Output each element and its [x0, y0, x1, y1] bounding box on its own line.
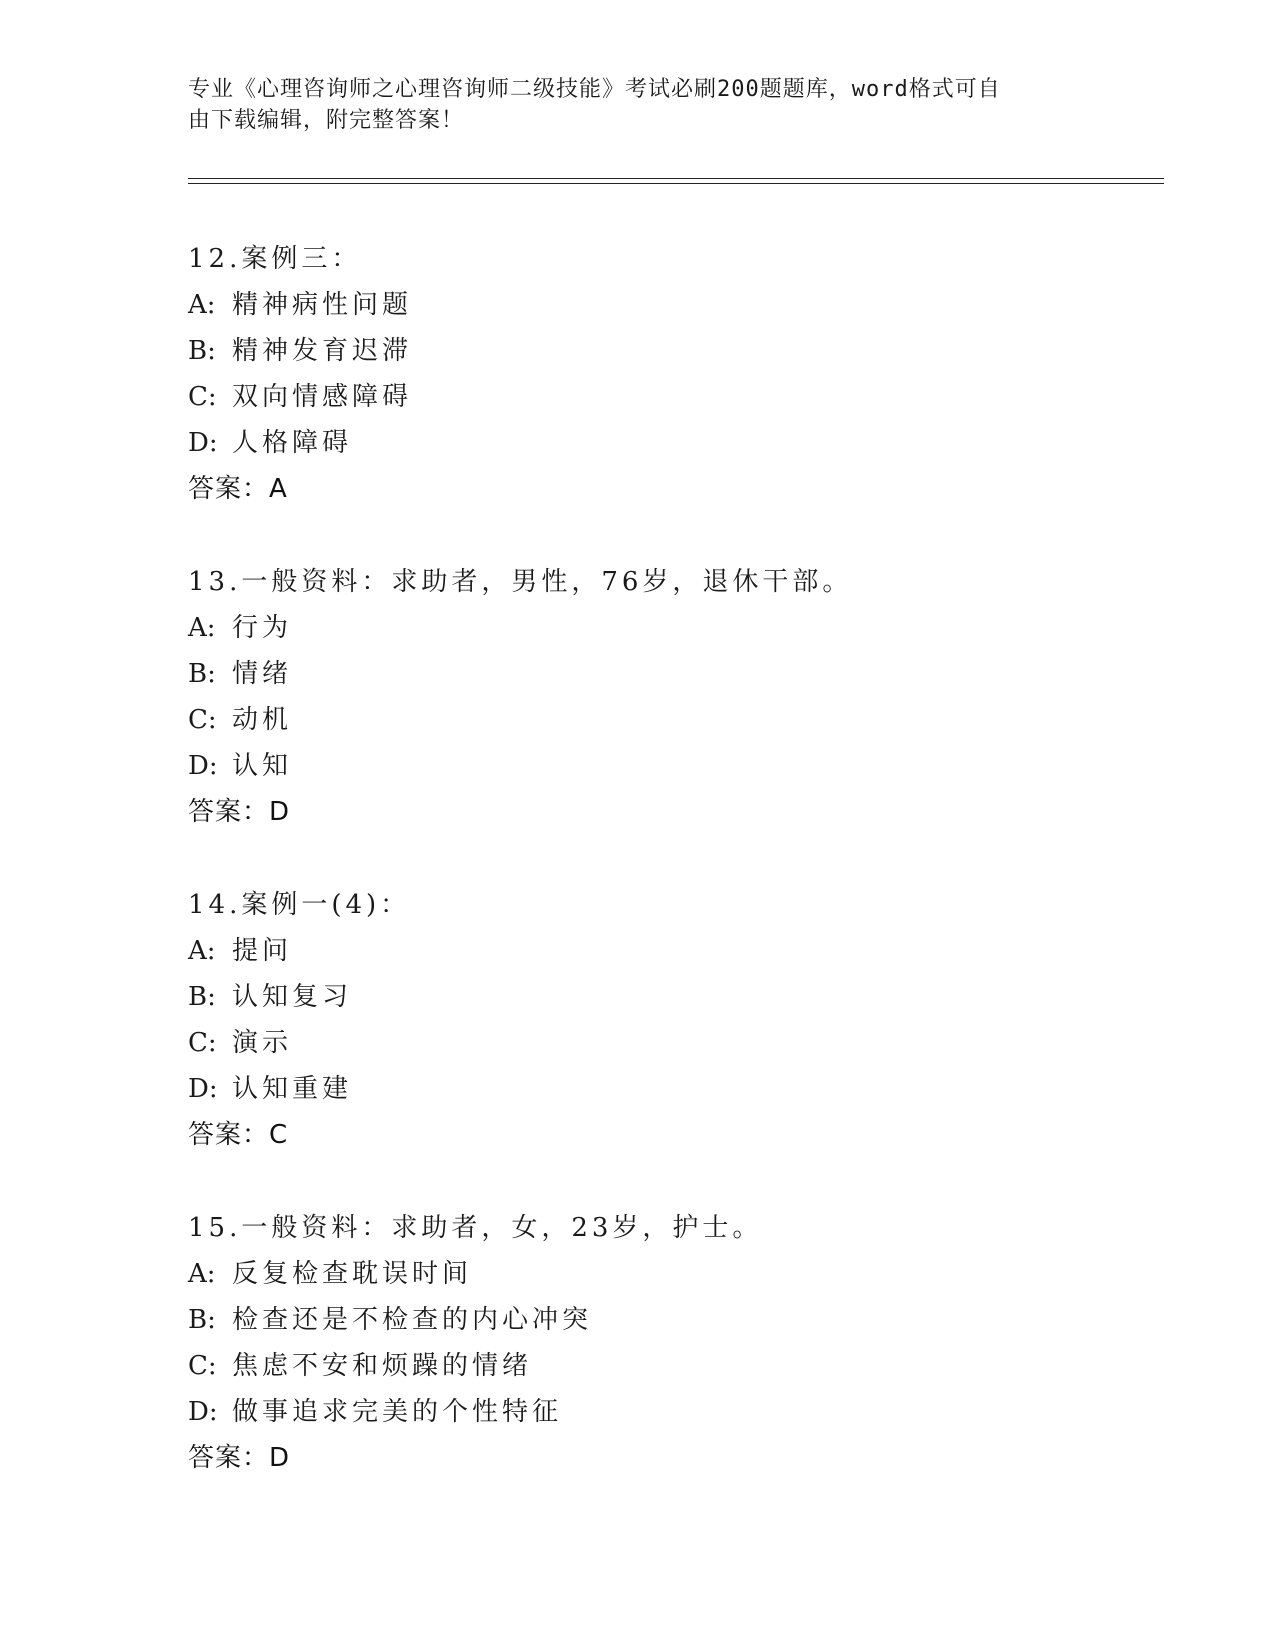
option-a: [188, 282, 1188, 328]
option-c: [188, 1343, 1188, 1389]
question-12: [188, 236, 1188, 512]
option-key: B:: [188, 1305, 216, 1335]
option-key: C:: [188, 705, 217, 735]
option-key: A:: [188, 936, 216, 966]
question-list: [188, 236, 1188, 1528]
option-text: 精神病性问题: [232, 290, 413, 320]
option-b: [188, 651, 1188, 697]
option-d: [188, 420, 1188, 466]
option-text: 提问: [232, 936, 293, 966]
question-title: 12.案例三：: [188, 244, 362, 274]
option-text: 反复检查耽误时间: [232, 1259, 473, 1289]
option-text: 双向情感障碍: [232, 382, 413, 412]
option-key: C:: [188, 382, 217, 412]
question-13: [188, 559, 1188, 835]
option-text: 情绪: [232, 659, 293, 689]
option-key: A:: [188, 1259, 216, 1289]
document-header: [188, 74, 1068, 136]
option-key: D:: [188, 1397, 218, 1427]
option-text: 认知复习: [232, 982, 353, 1012]
option-key: D:: [188, 428, 218, 458]
option-text: 行为: [232, 613, 293, 643]
question-14: [188, 882, 1188, 1158]
option-c: [188, 1020, 1188, 1066]
option-key: B:: [188, 982, 216, 1012]
header-divider-bottom: [188, 183, 1164, 184]
option-text: 动机: [232, 705, 293, 735]
option-key: C:: [188, 1028, 217, 1058]
option-c: [188, 697, 1188, 743]
option-key: A:: [188, 613, 216, 643]
answer-line: 答案：A: [188, 474, 288, 504]
option-text: 认知: [232, 751, 293, 781]
option-text: 精神发育迟滞: [232, 336, 413, 366]
answer-line: 答案：C: [188, 1120, 289, 1150]
header-line-2: 由下载编辑，附完整答案！: [188, 108, 465, 133]
option-key: D:: [188, 1074, 218, 1104]
question-title: 15.一般资料：求助者，女，23岁，护士。: [188, 1213, 763, 1243]
option-text: 人格障碍: [232, 428, 353, 458]
option-d: [188, 743, 1188, 789]
question-15: [188, 1205, 1188, 1481]
option-a: [188, 1251, 1188, 1297]
option-text: 认知重建: [232, 1074, 353, 1104]
option-d: [188, 1389, 1188, 1435]
option-a: [188, 605, 1188, 651]
option-b: [188, 1297, 1188, 1343]
answer-line: 答案：D: [188, 797, 291, 827]
answer-line: 答案：D: [188, 1443, 291, 1473]
option-text: 焦虑不安和烦躁的情绪: [232, 1351, 533, 1381]
option-key: D:: [188, 751, 218, 781]
option-a: [188, 928, 1188, 974]
option-key: B:: [188, 659, 216, 689]
option-d: [188, 1066, 1188, 1112]
option-key: B:: [188, 336, 216, 366]
option-text: 演示: [232, 1028, 293, 1058]
header-line-1: 专业《心理咨询师之心理咨询师二级技能》考试必刷200题题库，word格式可自: [188, 77, 1001, 102]
option-b: [188, 328, 1188, 374]
header-divider-top: [188, 178, 1164, 179]
option-key: A:: [188, 290, 216, 320]
option-c: [188, 374, 1188, 420]
option-text: 检查还是不检查的内心冲突: [232, 1305, 593, 1335]
question-title: 13.一般资料：求助者，男性，76岁，退休干部。: [188, 567, 853, 597]
option-key: C:: [188, 1351, 217, 1381]
option-text: 做事追求完美的个性特征: [232, 1397, 563, 1427]
question-title: 14.案例一(4)：: [188, 890, 411, 920]
option-b: [188, 974, 1188, 1020]
